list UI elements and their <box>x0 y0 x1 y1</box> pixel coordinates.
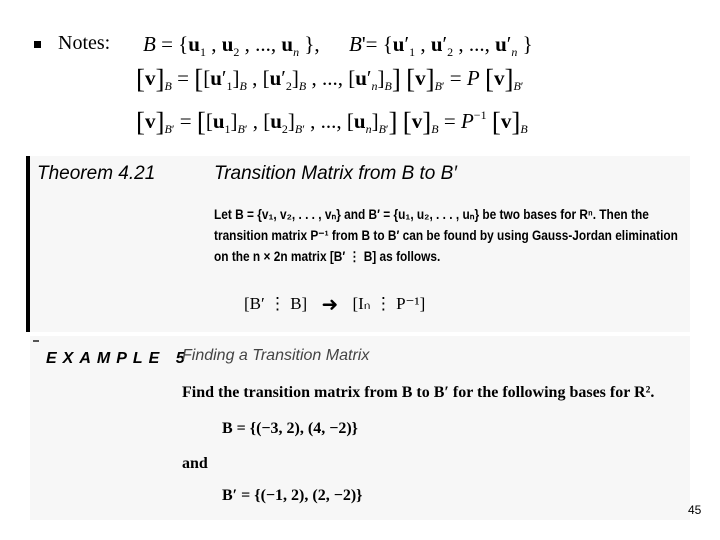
bullet-icon <box>34 41 41 48</box>
equation-basis-b: $B = \{u_1$ , $u_2$ , ..., $u_n$ }, <box>143 32 320 59</box>
theorem-body: Let B = {v₁, v₂, . . . , vₙ} and B′ = {u₁, u₂, . . . , uₙ} be two bases for Rⁿ. Then the transition matrix P⁻¹ from B to B′ can be found by using Gauss-Jordan elimination on the n × 2n matrix [B′ ⋮ B] as follows. <box>214 207 678 264</box>
theorem-number: Theorem 4.21 <box>37 163 156 184</box>
example-basis-b: B = {(−3, 2), (4, −2)} <box>222 420 358 437</box>
example-problem: Find the transition matrix from B to B′ for the following bases for R². <box>182 384 655 401</box>
right-arrow-icon: ➜ <box>321 292 339 316</box>
formula-right: [Iₙ ⋮ P⁻¹] <box>352 294 426 313</box>
example-label: EXAMPLE 5 <box>46 350 191 367</box>
equation-basis-b-prime: $B'= \{u'_1$ , $u'_2$ , ..., $u'_n$ } <box>349 32 533 59</box>
theorem-formula <box>244 292 425 316</box>
divider <box>33 340 39 342</box>
example-basis-b-prime: B′ = {(−1, 2), (2, −2)} <box>222 487 363 504</box>
theorem-left-rule <box>26 156 30 332</box>
equation-coord-b: $[v]_B = [[u'_1]_B$ , $[u'_2]_B$ , ..., $[u'_n]_B$] $[v]_{B'} = P$ $[v]_{B'}$ <box>136 64 524 94</box>
formula-left: [B′ ⋮ B] <box>244 294 308 313</box>
page-number: 45 <box>688 503 702 517</box>
example-title: Finding a Transition Matrix <box>182 347 370 364</box>
notes-label: Notes: <box>58 32 111 54</box>
equation-coord-b-prime: $[v]_{B'} = [[u_1]_{B'}$ , $[u_2]_{B'}$ , ..., $[u_n]_{B'}$] $[v]_B = P^{-1}$ $[v]_B$ <box>136 107 528 137</box>
example-and: and <box>182 455 208 472</box>
theorem-title: Transition Matrix from B to B′ <box>214 163 457 184</box>
